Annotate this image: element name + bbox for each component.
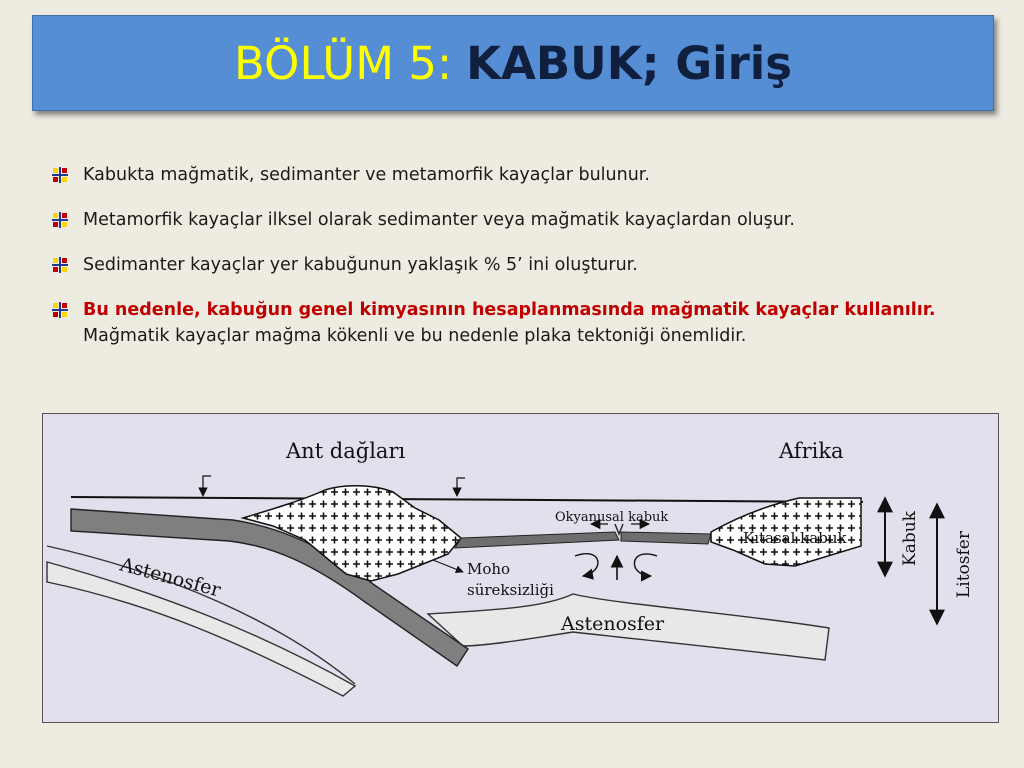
bullet-item — [52, 207, 992, 233]
label-kitasal-kabuk: Kıtasal kabuk — [743, 529, 847, 547]
bullet-text-highlight: Bu nedenle, kabuğun genel kimyasının hesaplanmasında mağmatik kayaçlar kullanılır. — [83, 300, 936, 320]
label-okyanusal-kabuk: Okyanusal kabuk — [555, 510, 669, 525]
label-astenosfer-left: Astenosfer — [117, 553, 224, 602]
oceanic-crust-right — [621, 532, 711, 544]
surface-line — [71, 497, 863, 502]
label-ant-daglari: Ant dağları — [286, 439, 406, 463]
bent-arrow-right — [457, 478, 465, 496]
bullet-icon — [52, 257, 68, 273]
title-prefix: BÖLÜM 5: — [233, 36, 453, 90]
label-moho-line1: Moho — [467, 560, 511, 578]
crust-diagram — [42, 413, 999, 723]
convection-arrow-left — [575, 554, 598, 576]
label-kabuk: Kabuk — [900, 511, 920, 566]
bullet-text: Kabukta mağmatik, sedimanter ve metamorfik kayaçlar bulunur. — [83, 165, 650, 185]
crust-diagram-svg — [43, 414, 998, 722]
label-astenosfer-center: Astenosfer — [561, 613, 665, 635]
oceanic-crust — [455, 532, 619, 548]
bullet-icon — [52, 302, 68, 318]
bullet-text: Sedimanter kayaçlar yer kabuğunun yaklaşık % 5’ ini oluşturur. — [83, 255, 638, 275]
label-litosfer: Litosfer — [954, 531, 974, 598]
bullet-list — [52, 162, 992, 368]
convection-arrow-right — [634, 554, 657, 576]
title-main: KABUK; Giriş — [466, 36, 793, 90]
label-afrika: Afrika — [779, 439, 844, 463]
bullet-icon — [52, 212, 68, 228]
moho-pointer — [433, 560, 463, 572]
bullet-item — [52, 297, 992, 349]
bullet-text: Mağmatik kayaçlar mağma kökenli ve bu nedenle plaka tektoniği önemlidir. — [83, 326, 747, 346]
title-bar — [32, 15, 994, 111]
bullet-item — [52, 162, 992, 188]
bent-arrow-left — [203, 476, 211, 496]
bullet-item — [52, 252, 992, 278]
bullet-icon — [52, 167, 68, 183]
bullet-text: Metamorfik kayaçlar ilksel olarak sedimanter veya mağmatik kayaçlardan oluşur. — [83, 210, 795, 230]
label-moho-line2: süreksizliği — [467, 581, 554, 599]
